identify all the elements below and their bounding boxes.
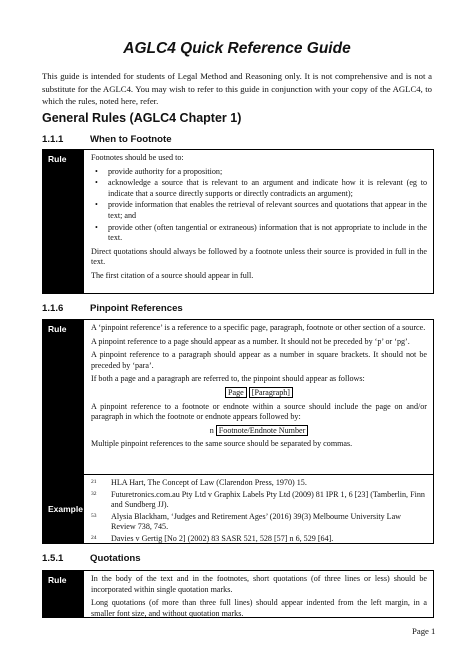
list-item: 53 Alysia Blackham, ‘Judges and Retirement Ages’ (2016) 39(3) Melbourne University Law Review 738, 745.	[91, 511, 402, 532]
section-heading: General Rules (AGLC4 Chapter 1)	[42, 111, 242, 125]
bullet-icon: •	[95, 222, 98, 232]
rule-content	[84, 150, 433, 293]
rule-paragraph: A pinpoint reference to a footnote or endnote within a source should include the page on and/or paragraph in which the footnote or endnote appears followed by:	[91, 401, 427, 422]
heading-number: 1.1.6	[42, 303, 64, 314]
rule-paragraph: Long quotations (of more than three full lines) should appear indented from the left margin, in a smaller font size, and without quotation marks.	[91, 598, 427, 618]
bullet-icon: •	[95, 200, 98, 210]
rule-paragraph: A pinpoint reference to a paragraph should appear as a number in square brackets. It should not be preceded by ‘para’.	[91, 350, 427, 370]
rule-bullet-list	[91, 167, 427, 244]
heading-1-1-6	[42, 303, 183, 314]
heading-1-1-1	[42, 134, 172, 145]
n-letter: n	[209, 425, 214, 435]
example-label: Example	[43, 475, 84, 543]
intro-paragraph: This guide is intended for students of Legal Method and Reasoning only. It is not comprehensive and is not a substitute for the AGLC4. You may wish to refer to this guide in conjunction with your copy of the AGLC4, to which the rules, noted here, refer.	[42, 71, 432, 107]
heading-number: 1.1.1	[42, 134, 64, 145]
bullet-icon: •	[95, 166, 98, 176]
rule-label: Rule	[43, 150, 84, 293]
list-item: • acknowledge a source that is relevant to an argument and indicate how it is relevant (eg to indicate that a source directly supports or directly contradicts an argument);	[95, 178, 427, 198]
page-title: AGLC4 Quick Reference Guide	[123, 40, 351, 57]
rule-paragraph: The first citation of a source should appear in full.	[91, 270, 254, 280]
rule-paragraph: A pinpoint reference to a page should appear as a number. It should not be preceded by ‘p’ or ‘pg’.	[91, 336, 410, 346]
boxed-page: Page	[225, 387, 247, 398]
list-item: • provide information that enables the retrieval of relevant sources and quotations that appear in the text; and	[95, 200, 427, 220]
footnote-format-example	[91, 426, 427, 437]
example-box	[42, 474, 434, 544]
boxed-footnote-number: Footnote/Endnote Number	[216, 425, 309, 436]
rule-label: Rule	[43, 320, 84, 474]
page-number: Page 1	[412, 626, 436, 636]
boxed-paragraph: [Paragraph]	[249, 387, 293, 398]
rule-content	[84, 571, 433, 617]
heading-title: Quotations	[90, 553, 141, 564]
bullet-icon: •	[95, 178, 98, 188]
heading-title: Pinpoint References	[90, 303, 183, 314]
list-item: 32 Futuretronics.com.au Pty Ltd v Graphix Labels Pty Ltd (2009) 81 IPR 1, 6 [23] (Tamberlin, Finn and Sundberg JJ).	[91, 489, 425, 510]
rule-paragraph: In the body of the text and in the footnotes, short quotations (of three lines or less) should be incorporated within single quotation marks.	[91, 574, 427, 594]
rule-box-when-to-footnote	[42, 149, 434, 294]
heading-number: 1.5.1	[42, 553, 64, 564]
heading-title: When to Footnote	[90, 134, 172, 145]
heading-1-5-1	[42, 553, 141, 564]
list-item: 24 Davies v Gertig [No 2] (2002) 83 SASR 521, 528 [57] n 6, 529 [64].	[91, 533, 334, 543]
list-item: 21 HLA Hart, The Concept of Law (Clarendon Press, 1970) 15.	[91, 478, 307, 487]
rule-box-pinpoint-references	[42, 319, 434, 475]
pinpoint-format-example	[91, 388, 427, 399]
rule-content	[84, 320, 433, 474]
rule-paragraph: If both a page and a paragraph are referred to, the pinpoint should appear as follows:	[91, 374, 365, 384]
list-item: • provide other (often tangential or extraneous) information that is not appropriate to include in the text.	[95, 222, 427, 243]
rule-label: Rule	[43, 571, 84, 617]
rule-paragraph: Direct quotations should always be followed by a footnote unless their source is provided in full in the text.	[91, 246, 427, 267]
rule-paragraph: A ‘pinpoint reference’ is a reference to a specific page, paragraph, footnote or other section of a source.	[91, 323, 426, 332]
example-content	[84, 475, 433, 543]
rule-box-quotations	[42, 570, 434, 618]
rule-paragraph: Multiple pinpoint references to the same source should be separated by commas.	[91, 439, 353, 449]
rule-lead: Footnotes should be used to:	[91, 153, 184, 162]
list-item: • provide authority for a proposition;	[95, 166, 223, 176]
